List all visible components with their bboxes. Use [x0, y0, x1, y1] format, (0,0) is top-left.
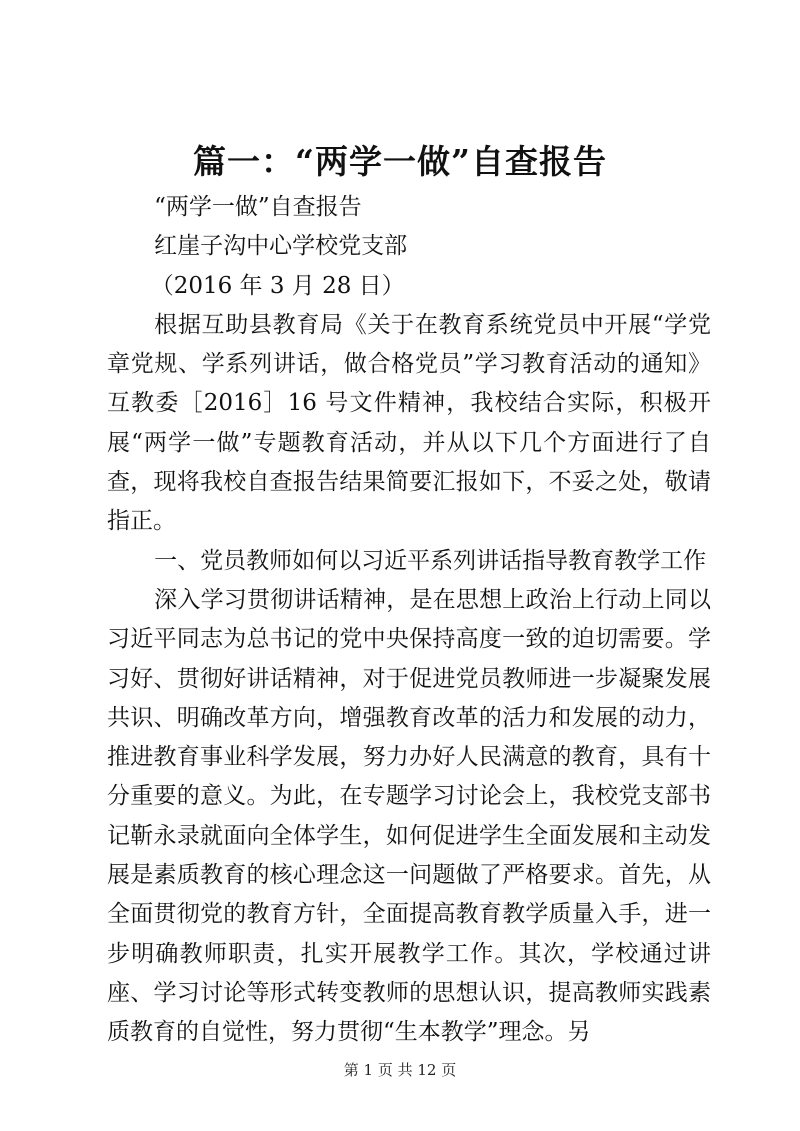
organization-name: 红崖子沟中心学校党支部: [154, 233, 408, 260]
report-date: （2016 年 3 月 28 日）: [150, 272, 405, 299]
page-footer: 第 1 页 共 12 页: [343, 1061, 457, 1079]
document-body: [107, 188, 711, 1053]
paragraph-intro: 根据互助县教育局《关于在教育系统党员中开展“学党章党规、学系列讲话，做合格党员”学习教育活动的通知》互教委［2016］16 号文件精神，我校结合实际，积极开展“两学一做”专题教育活动，并从以下几个方面进行了自查，现将我校自查报告结果简要汇报如下，不妥之处，敬请指正。: [107, 311, 711, 535]
paragraph-body: 深入学习贯彻讲话精神，是在思想上政治上行动上同以习近平同志为总书记的党中央保持高度一致的迫切需要。学习好、贯彻好讲话精神，对于促进党员教师进一步凝聚发展共识、明确改革方向，增强教育改革的活力和发展的动力，推进教育事业科学发展，努力办好人民满意的教育，具有十分重要的意义。为此，在专题学习讨论会上，我校党支部书记靳永录就面向全体学生，如何促进学生全面发展和主动发展是素质教育的核心理念这一问题做了严格要求。首先，从全面贯彻党的教育方针，全面提高教育教学质量入手，进一步明确教师职责，扎实开展教学工作。其次，学校通过讲座、学习讨论等形式转变教师的思想认识，提高教师实践素质教育的自觉性，努力贯彻“生本教学”理念。另: [107, 586, 711, 1046]
document-title: 篇一：“两学一做”自查报告: [193, 142, 607, 181]
report-subtitle: “两学一做”自查报告: [154, 194, 362, 220]
section-heading-1: 一、党员教师如何以习近平系列讲话指导教育教学工作: [154, 547, 707, 574]
